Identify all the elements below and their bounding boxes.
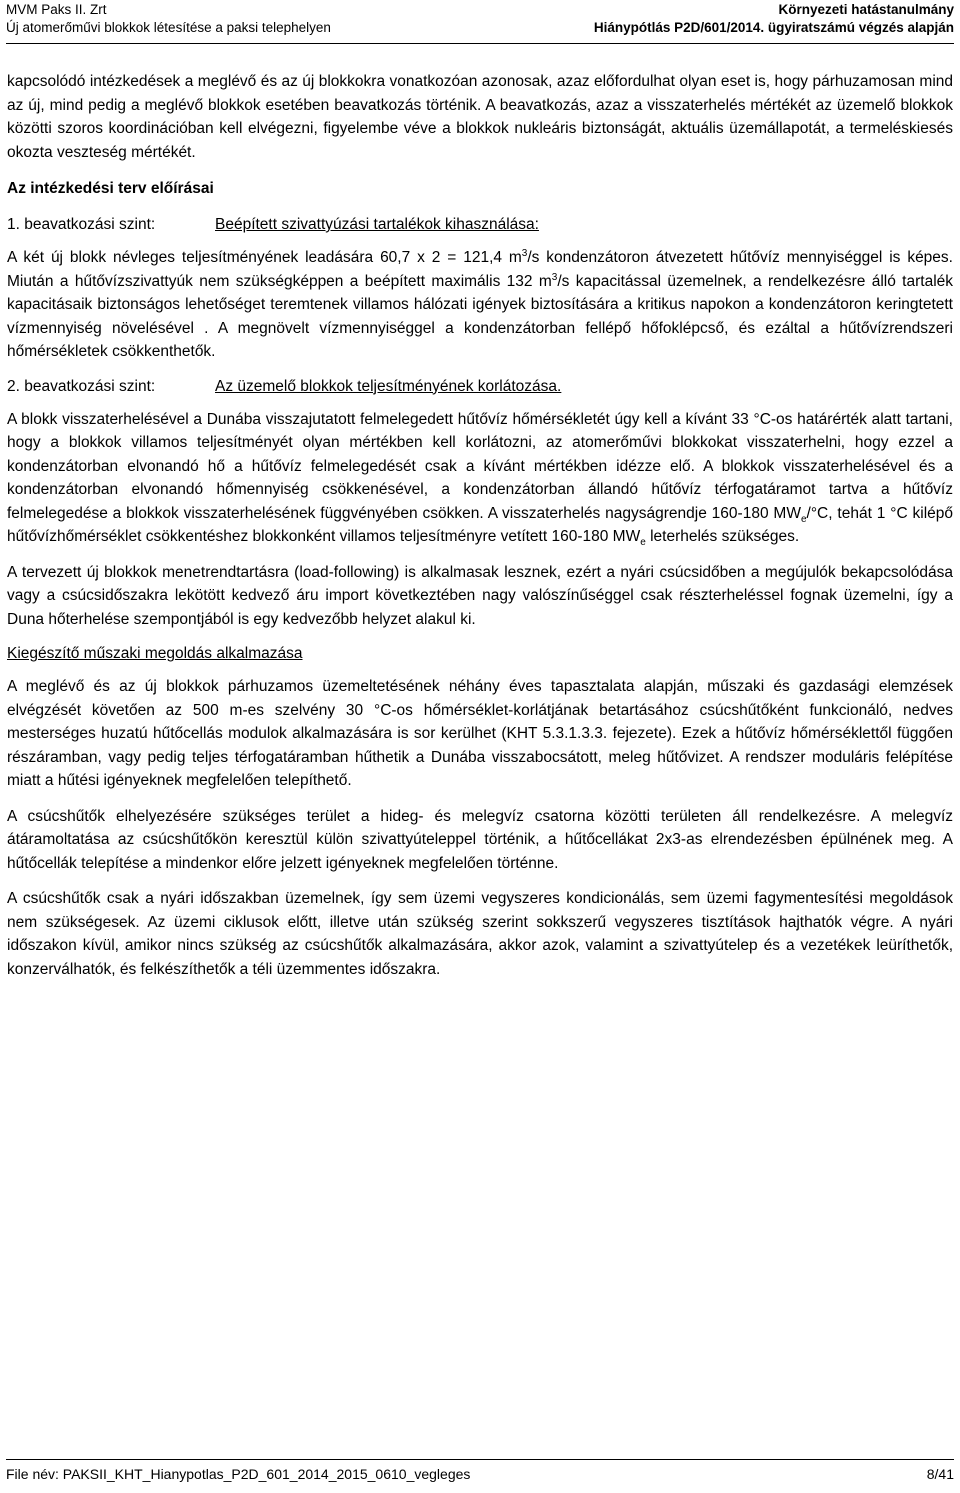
level-2-number: 2. beavatkozási szint: bbox=[7, 377, 156, 395]
footer-page-number: 8/41 bbox=[926, 1466, 954, 1482]
paragraph-level-2 bbox=[7, 408, 953, 549]
text-segment: A két új blokk névleges teljesítményének leadására 60,7 x 2 = 121,4 m bbox=[7, 249, 522, 266]
section-title: Az intézkedési terv előírásai bbox=[7, 180, 214, 197]
superscript: 3 bbox=[551, 271, 558, 283]
intervention-level-2 bbox=[7, 376, 953, 398]
text-segment: /s kondenzátoron átvezetett hűtővíz mennyiséggel is képes. Miután a hűtővízszivattyúk nem szükségképpen a beépített maximális 132 m bbox=[7, 249, 953, 290]
header-project: Új atomerőművi blokkok létesítése a paksi telephelyen bbox=[6, 20, 331, 35]
level-1-description: Beépített szivattyúzási tartalékok kihasználása: bbox=[215, 216, 539, 233]
intervention-level-1 bbox=[7, 214, 953, 236]
subheading-supplementary: Kiegészítő műszaki megoldás alkalmazása bbox=[7, 645, 303, 662]
level-1-number: 1. beavatkozási szint: bbox=[7, 216, 156, 233]
header-doc-type: Környezeti hatástanulmány bbox=[778, 2, 954, 17]
paragraph-load-following: A tervezett új blokkok menetrendtartásra (load-following) is alkalmasak lesznek, ezért a nyári csúcsidőben a megújulók bekapcsolódása vagy a csúcsidőszakra lekötött kedvező áru import következtében nagy valószínűséggel csak részterheléssel fognak üzemelni, így a Duna hőterhelése szempontjából is egy kedvezőbb helyzet alakul ki. bbox=[7, 563, 953, 628]
paragraph-peak-coolers: A meglévő és az új blokkok párhuzamos üzemeltetésének néhány éves tapasztalata alapján, műszaki és gazdasági elemzések elvégzését követően az 500 m-es szelvény 30 °C-os hőmérséklet-korlátjának betartásához csúcshűtőként funkcionáló, nedves mesterséges huzatú hűtőcellás modulok alkalmazására is sor kerülhet (KHT 5.3.1.3.3. fejezete). Ezek a hűtővíz hőmérséklettől függően részáramban, vagy pedig teljes térfogatáramban hűthetik a Dunába visszabocsátott, meleg hűtővizet. A rendszer moduláris felépítése miatt a hűtési igényeknek megfelelően telepíthető. bbox=[7, 678, 953, 789]
text-segment: leterhelés szükséges. bbox=[645, 528, 800, 545]
superscript: 3 bbox=[521, 247, 528, 259]
header-divider bbox=[6, 43, 954, 44]
paragraph-intro: kapcsolódó intézkedések a meglévő és az új blokkokra vonatkozóan azonosak, azaz előfordulhat olyan eset is, hogy párhuzamosan mind az új, mind pedig a meglévő blokkok esetében beavatkozás történik. A beavatkozás, azaz a visszaterhelés mértékét az üzemelő blokkok közötti szoros koordinációban kell elvégezni, figyelembe véve a blokkok nukleáris biztonságát, aktuális üzemállapotát, a termeléskiesés okozta veszteség mértékét. bbox=[7, 73, 953, 161]
text-segment: A blokk visszaterhelésével a Dunába visszajutatott felmelegedett hűtővíz hőmérsékletét úgy kell a kívánt 33 °C-os határérték alatt tartani, hogy a blokkok villamos teljesítményét olyan mértékben kell korlátozni, az atomerőművi blokkokat visszaterhelni, hogy ezzel a kondenzátorban elvonandó hő a hűtővíz felmelegedését csak a kívánt mértékben idézze elő. A blokkok visszaterhelésével és a kondenzátorban elvonandó hőmennyiség csökkenésével, a kondenzátorban állandó hűtővíz térfogatáramot tartva a hűtővíz felmelegedése a blokkok visszaterhelésének függvényében csökken. A visszaterhelés nagyságrendje 160-180 MW bbox=[7, 410, 953, 522]
level-2-description: Az üzemelő blokkok teljesítményének korlátozása. bbox=[215, 377, 562, 395]
footer-filename: File név: PAKSII_KHT_Hianypotlas_P2D_601_2014_2015_0610_vegleges bbox=[6, 1466, 471, 1482]
subscript: e bbox=[800, 513, 807, 525]
page-header bbox=[6, 0, 954, 44]
header-company: MVM Paks II. Zrt bbox=[6, 2, 107, 17]
paragraph-level-1 bbox=[7, 246, 953, 364]
subscript: e bbox=[640, 537, 646, 549]
header-reference: Hiánypótlás P2D/601/2014. ügyiratszámú végzés alapján bbox=[593, 20, 954, 35]
paragraph-operation: A csúcshűtők csak a nyári időszakban üzemelnek, így sem üzemi vegyszeres kondicionálás, sem üzemi fagymentesítési megoldások nem szükségesek. Az üzemi ciklusok előtt, illetve után szükség szerint sokkszerű vegyszeres tisztítások hajthatók végre. A nyári időszakon kívül, amikor nincs szükség az csúcshűtők alkalmazására, akkor azok, valamint a szivattyútelep és a vezetékek leüríthetők, konzerválhatók, és felkészíthetők a téli üzemmentes időszakra. bbox=[7, 890, 953, 978]
paragraph-placement: A csúcshűtők elhelyezésére szükséges terület a hideg- és melegvíz csatorna közötti területen áll rendelkezésre. A melegvíz átáramoltatása az csúcshűtőkön keresztül külön szivattyúteleppel történik, a hűtőcellákat 2x3-as elrendezésben épülnének meg. A hűtőcellák telepítése a mindenkor előre jelzett igényeknek megfelelően történne. bbox=[7, 807, 953, 872]
text-segment: /°C, tehát 1 °C kilépő hűtővízhőmérséklet csökkentéshez blokkonként villamos teljesítményre vetített 160-180 MW bbox=[7, 504, 953, 545]
text-segment: /s kapacitással üzemelnek, a rendelkezésre álló tartalék kapacitásaik biztonságos lehetőséget teremtenek villamos hálózati igények biztosítására a kritikus napokon a kondenzátoron keringtetett vízmennyiség növelésével . A megnövelt vízmennyiséggel a kondenzátorban fellépő hőfoklépcső, és ezáltal a hűtővízrendszeri hőmérsékletek csökkenthetők. bbox=[7, 272, 954, 360]
page-body bbox=[7, 70, 953, 993]
footer-divider bbox=[6, 1459, 954, 1460]
